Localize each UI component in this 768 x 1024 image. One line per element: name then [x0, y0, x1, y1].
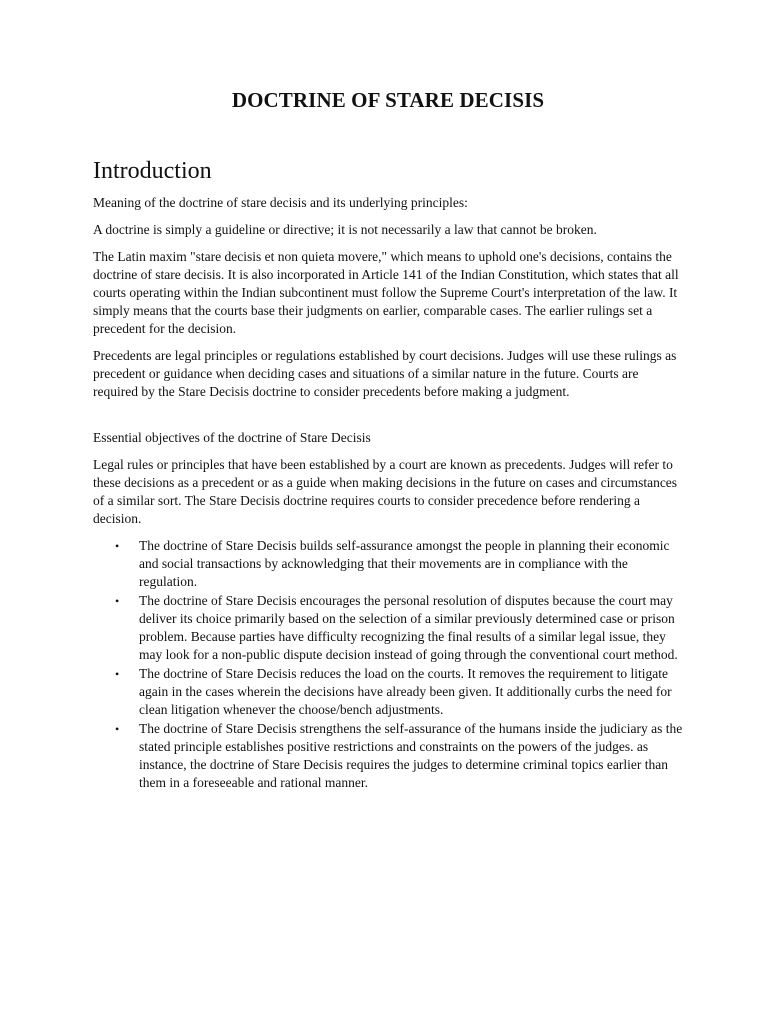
paragraph-meaning: Meaning of the doctrine of stare decisis and its underlying principles:	[93, 194, 468, 210]
subheading-essential-objectives: Essential objectives of the doctrine of Stare Decisis	[93, 429, 371, 445]
bullet-icon: •	[115, 593, 120, 608]
list-item-text: The doctrine of Stare Decisis encourages the personal resolution of disputes because the court may deliver its choice primarily based on the selection of a similar previously determined case or prison problem. Because parties have difficulty recognizing the final results of a similar legal issue, they may look for a non-public dispute decision instead of going through the conventional court method.	[139, 592, 678, 662]
paragraph-objectives-intro: Legal rules or principles that have been established by a court are known as precedents. Judges will refer to these decisions as a precedent or as a guide when making decisions in the future on cases and circumstances of a similar sort. The Stare Decisis doctrine requires courts to consider precedence before rendering a decision.	[93, 456, 678, 526]
list-item-text: The doctrine of Stare Decisis reduces the load on the courts. It removes the requirement to litigate again in the cases wherein the decisions have already been given. It additionally curbs the need for clean litigation whenever the choose/bench adjustments.	[139, 665, 672, 717]
objectives-bullet-list	[93, 537, 683, 792]
paragraph-latin-maxim: The Latin maxim "stare decisis et non quieta movere," which means to uphold one's decisions, contains the doctrine of stare decisis. It is also incorporated in Article 141 of the Indian Constitution, which states that all courts operating within the Indian subcontinent must follow the Supreme Court's interpretation of the law. It simply means that the courts base their judgments on earlier, comparable cases. The earlier rulings set a precedent for the decision.	[93, 248, 679, 336]
paragraph-precedents: Precedents are legal principles or regulations established by court decisions. Judges will use these rulings as precedent or guidance when deciding cases and situations of a similar nature in the future. Courts are required by the Stare Decisis doctrine to consider precedents before making a judgment.	[93, 347, 677, 399]
paragraph-doctrine-definition: A doctrine is simply a guideline or directive; it is not necessarily a law that cannot be broken.	[93, 221, 597, 237]
document-body	[93, 88, 683, 793]
document-title: DOCTRINE OF STARE DECISIS	[231, 88, 545, 112]
list-item	[93, 720, 683, 792]
list-item	[93, 592, 683, 664]
bullet-icon: •	[115, 538, 120, 553]
list-item	[93, 665, 683, 719]
bullet-icon: •	[115, 721, 120, 736]
bullet-icon: •	[115, 666, 120, 681]
list-item-text: The doctrine of Stare Decisis strengthens the self-assurance of the humans inside the judiciary as the stated principle establishes positive restrictions and constraints on the powers of the judges. as instance, the doctrine of Stare Decisis requires the judges to determine criminal topics earlier than them in a foreseeable and rational manner.	[139, 720, 683, 790]
list-item-text: The doctrine of Stare Decisis builds self-assurance amongst the people in planning their economic and social transactions by acknowledging that their movements are in compliance with the regulation.	[139, 537, 670, 589]
list-item	[93, 537, 683, 591]
section-heading-introduction: Introduction	[93, 158, 212, 184]
